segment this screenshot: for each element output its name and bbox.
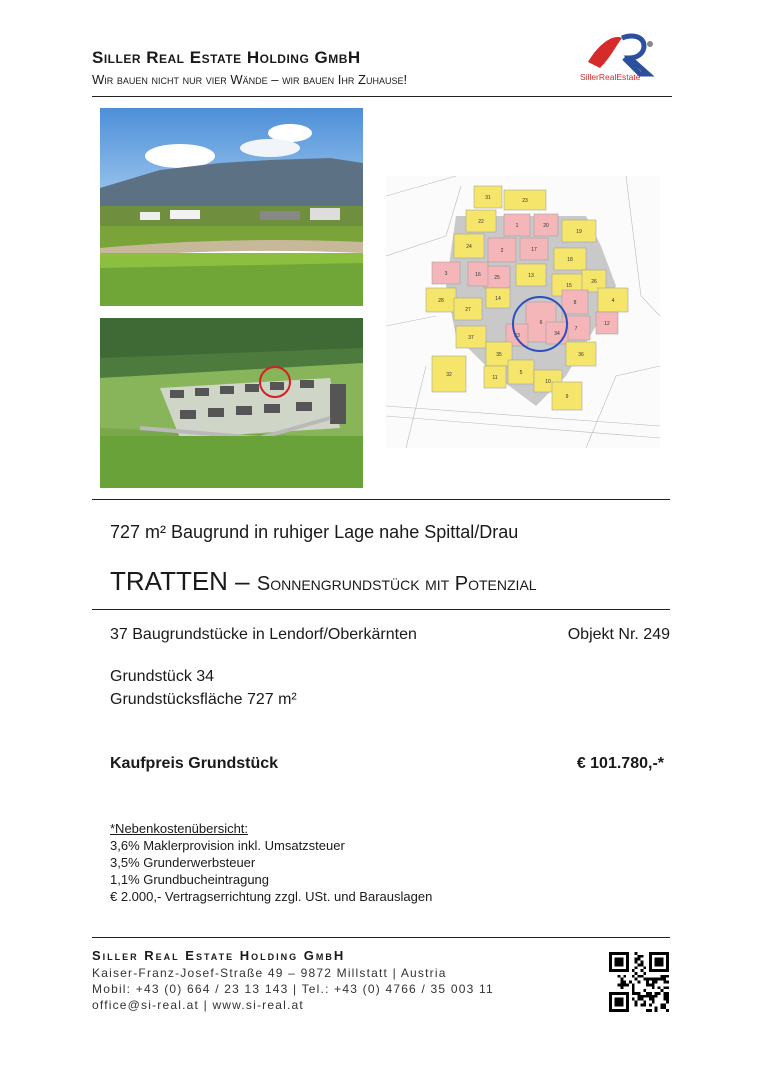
plan-lot-label: 27 xyxy=(465,307,471,313)
footer-company: Siller Real Estate Holding GmbH xyxy=(92,948,346,963)
footer-phone: Mobil: +43 (0) 664 / 23 13 143 | Tel.: +43 (0) 4766 / 35 003 11 xyxy=(92,982,494,996)
cost-overview xyxy=(110,820,432,905)
plan-lot-label: 13 xyxy=(528,273,534,279)
landscape-photo xyxy=(100,108,363,306)
title-place: TRATTEN xyxy=(110,566,228,596)
plan-lot-label: 15 xyxy=(566,283,572,289)
plan-lot-label: 28 xyxy=(438,298,444,304)
plan-lot-label: 18 xyxy=(567,257,573,263)
company-name: Siller Real Estate Holding GmbH xyxy=(92,48,361,67)
price-value: € 101.780,-* xyxy=(576,755,664,772)
plan-lot-label: 14 xyxy=(495,296,501,302)
plan-lot-label: 6 xyxy=(539,320,543,326)
plan-lot-label: 17 xyxy=(531,247,537,253)
object-number: Objekt Nr. 249 xyxy=(567,626,670,643)
footer-contact: office@si-real.at | www.si-real.at xyxy=(92,998,304,1012)
plan-lot-label: 35 xyxy=(496,352,502,358)
plan-lot-label: 1 xyxy=(515,223,519,229)
plan-lot-label: 9 xyxy=(565,394,569,400)
plot-area: Grundstücksfläche 727 m² xyxy=(110,691,297,708)
price-label: Kaufpreis Grundstück xyxy=(110,755,279,772)
plan-lot-label: 36 xyxy=(578,352,584,358)
plan-lot-label: 22 xyxy=(478,219,484,225)
plan-lot-label: 34 xyxy=(554,331,560,337)
plan-lot-label: 12 xyxy=(604,321,610,327)
cost-heading: *Nebenkostenübersicht: xyxy=(110,821,249,836)
footer-divider xyxy=(92,937,670,938)
listing-subtitle: 727 m² Baugrund in ruhiger Lage nahe Spittal/Drau xyxy=(110,522,519,542)
plan-lot-label: 33 xyxy=(514,333,520,339)
section-divider-2 xyxy=(92,609,670,610)
lots-count: 37 Baugrundstücke in Lendorf/Oberkärnten xyxy=(110,626,417,643)
section-divider-1 xyxy=(92,499,670,500)
title-tagline: Sonnengrundstück mit Potenzial xyxy=(256,573,537,595)
title-dash: – xyxy=(227,566,257,596)
aerial-photo xyxy=(100,318,363,488)
logo-text: SillerRealEstate xyxy=(580,72,641,82)
plan-lot-label: 23 xyxy=(522,198,528,204)
header-divider xyxy=(92,96,672,97)
cost-item: 3,5% Grunderwerbsteuer xyxy=(110,855,256,870)
plan-lot-label: 24 xyxy=(466,244,472,250)
plan-lot-label: 32 xyxy=(446,372,452,378)
plan-lot-label: 7 xyxy=(574,326,578,332)
plan-lot-label: 26 xyxy=(591,279,597,285)
plan-lot-label: 2 xyxy=(500,248,504,254)
plan-lot-label: 5 xyxy=(519,370,523,376)
plan-lot-label: 31 xyxy=(485,195,491,201)
plan-lot-label: 10 xyxy=(545,379,551,385)
cost-item: 3,6% Maklerprovision inkl. Umsatzsteuer xyxy=(110,838,345,853)
plan-lot-label: 37 xyxy=(468,335,474,341)
company-slogan: Wir bauen nicht nur vier Wände – wir bauen Ihr Zuhause! xyxy=(92,72,408,87)
plan-lot-label: 20 xyxy=(543,223,549,229)
company-logo xyxy=(570,28,680,86)
plan-lot-label: 8 xyxy=(573,300,577,306)
plan-lot-label: 4 xyxy=(611,298,615,304)
plan-lot-label: 19 xyxy=(576,229,582,235)
cost-item: € 2.000,- Vertragserrichtung zzgl. USt. und Barauslagen xyxy=(110,889,433,904)
plan-lot-label: 16 xyxy=(475,272,481,278)
qr-code-icon[interactable] xyxy=(609,952,669,1012)
plan-lot-label: 11 xyxy=(492,375,498,381)
listing-title xyxy=(110,566,537,597)
site-plan xyxy=(386,176,660,448)
footer-address: Kaiser-Franz-Josef-Straße 49 – 9872 Millstatt | Austria xyxy=(92,966,447,980)
plan-lot-label: 25 xyxy=(494,275,500,281)
plan-lot-label: 3 xyxy=(444,271,448,277)
plot-number: Grundstück 34 xyxy=(110,668,215,685)
cost-item: 1,1% Grundbucheintragung xyxy=(110,872,270,887)
